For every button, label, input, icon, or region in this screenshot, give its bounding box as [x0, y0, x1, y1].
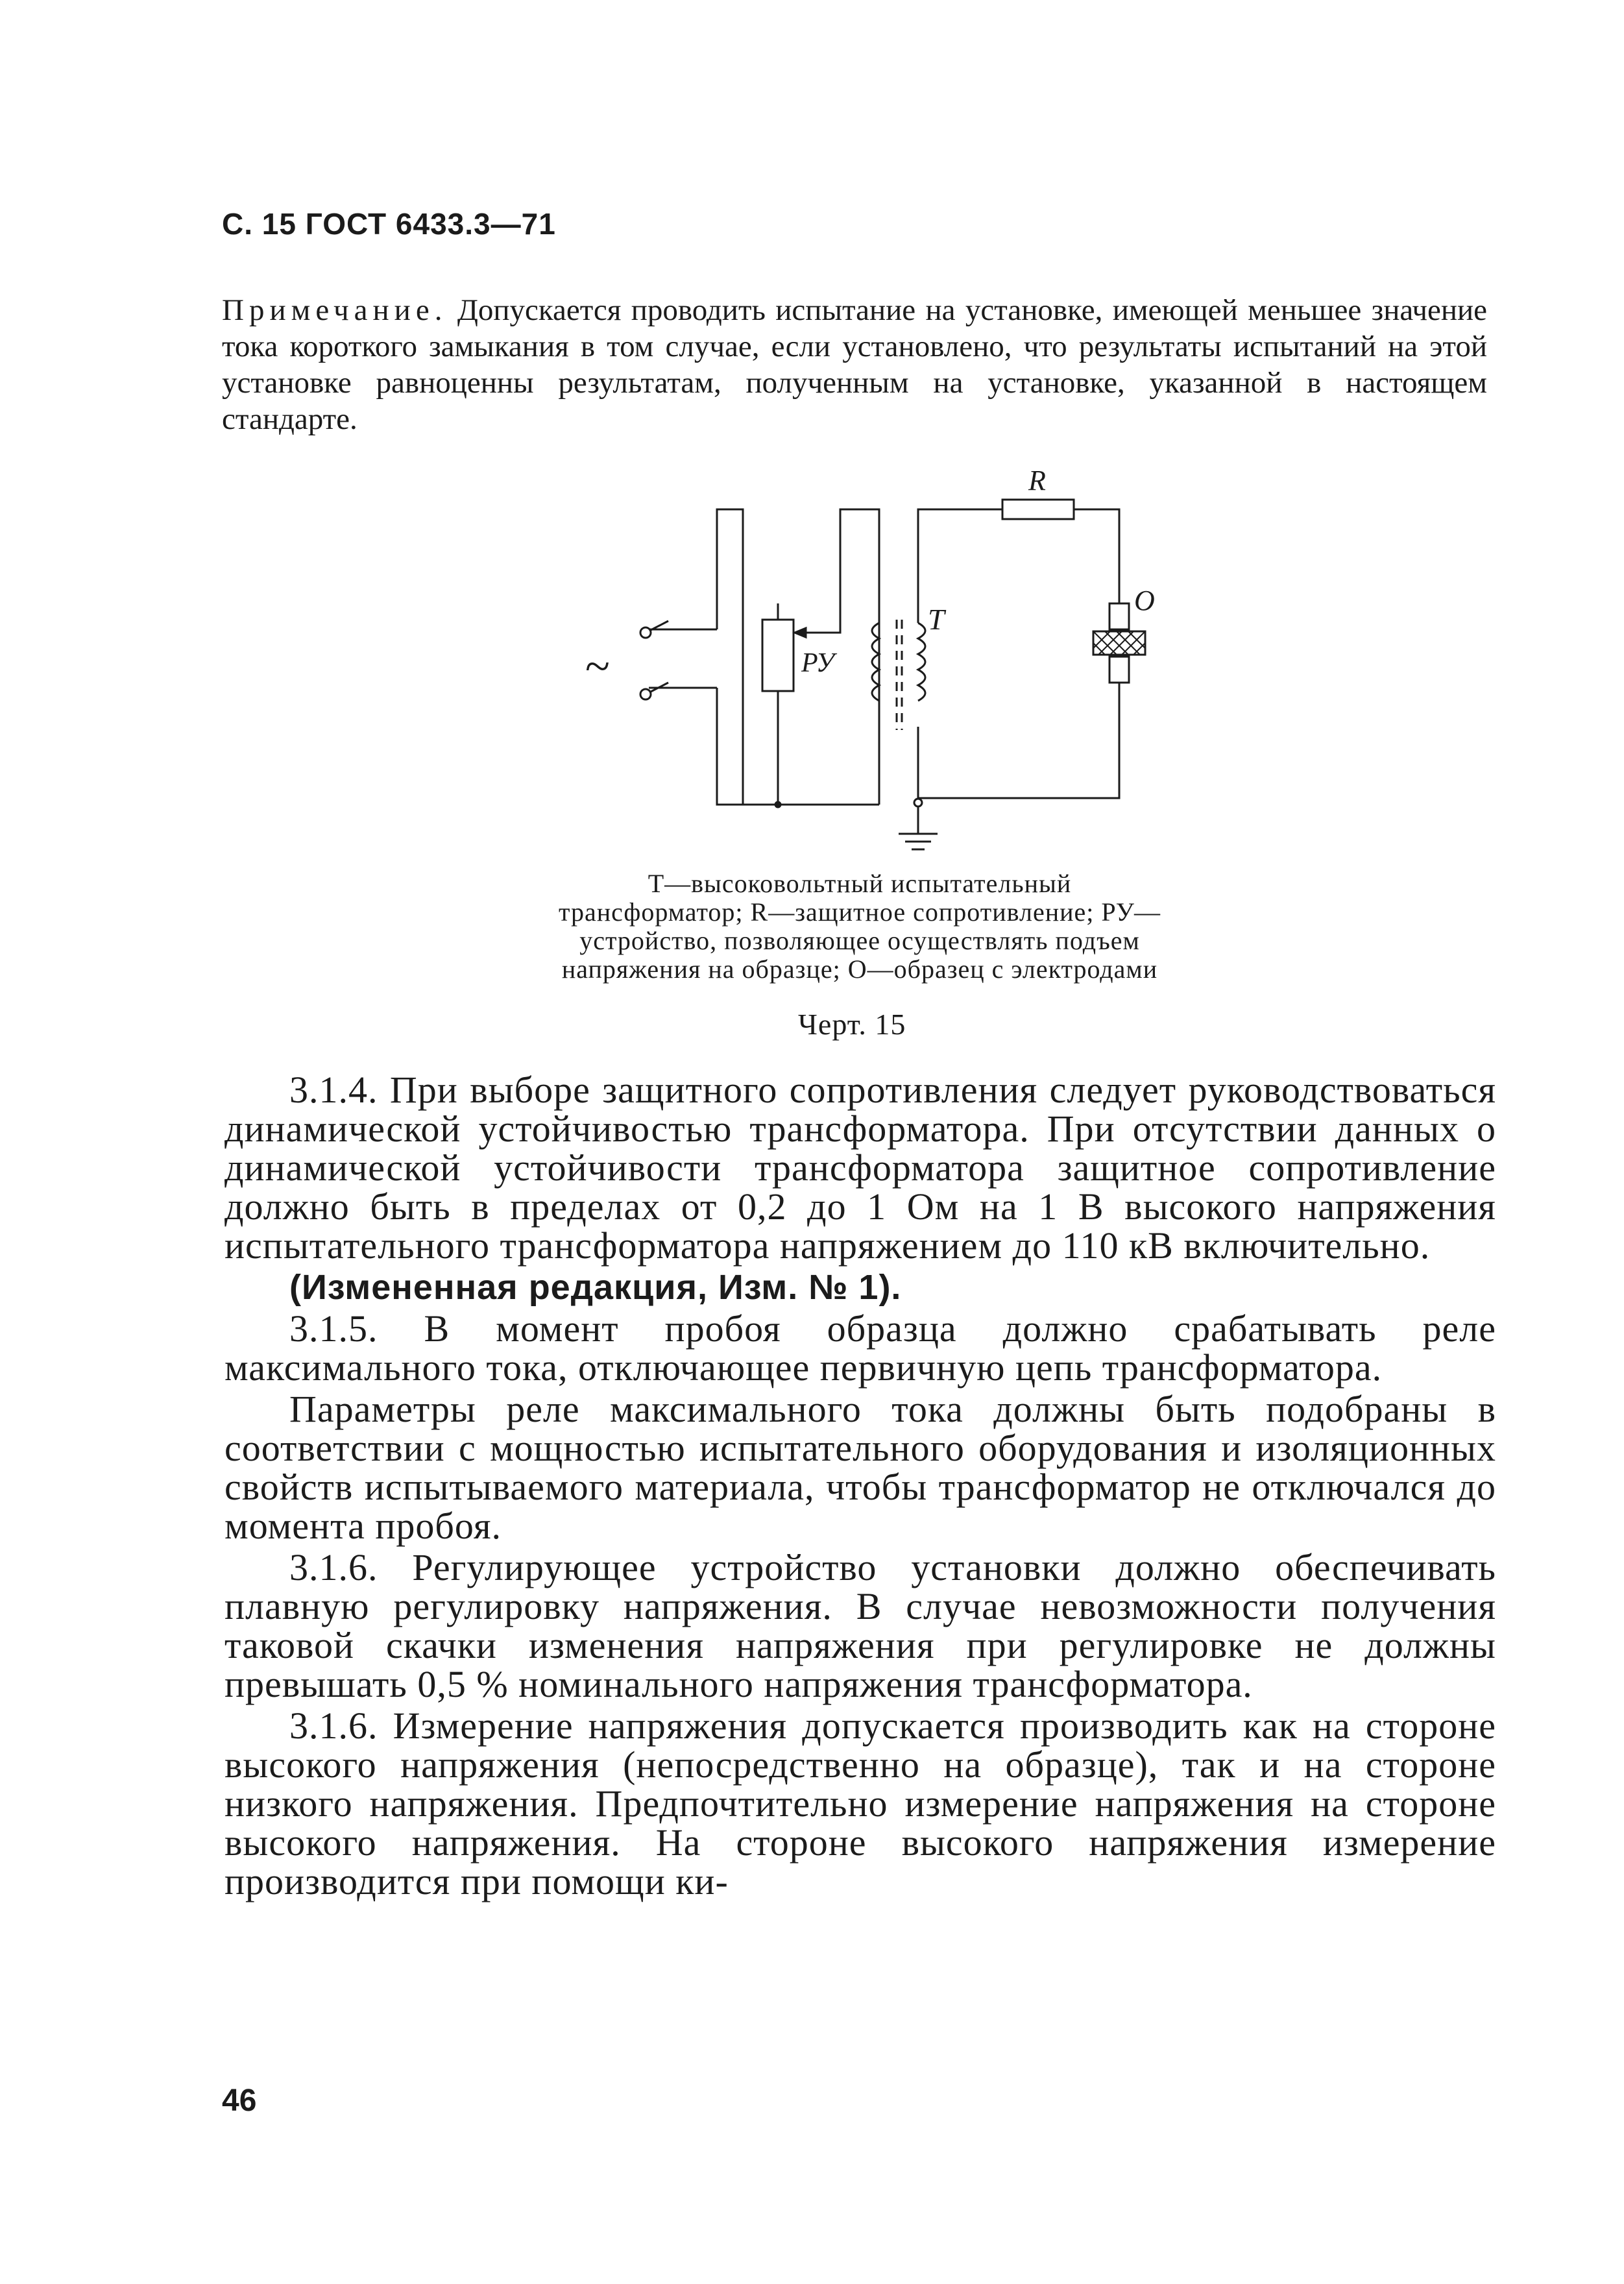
figure-caption: T—высоковольтный испытательный трансформатор; R—защитное сопротивление; РУ—устройство, позволяющее осуществлять подъем напряжения на образце; О—образец с электродами — [559, 869, 1161, 984]
paragraph-3-1-6-regulation: 3.1.6. Регулирующее устройство установки должно обеспечивать плавную регулировку напряжения. В случае невозможности получения таковой скачки изменения напряжения при регулировке не должны превышать 0,5 % номинального напряжения трансформатора. — [224, 1546, 1496, 1705]
sample-electrode-top — [1109, 603, 1129, 629]
t-label: T — [928, 603, 945, 636]
circuit-diagram — [551, 465, 1155, 886]
ac-source-label: ~ — [585, 642, 610, 692]
paragraph-3-1-5: 3.1.5. В момент пробоя образца должно срабатывать реле максимального тока, отключающее первичную цепь трансформатора. — [224, 1307, 1496, 1389]
note-text: Допускается проводить испытание на установке, имеющей меньшее значение тока короткого замыкания в том случае, если установлено, что результаты испытаний на этой установке равноценны результатам, полученным на установке, указанной в настоящем стандарте. — [222, 293, 1488, 436]
page-header: С. 15 ГОСТ 6433.3—71 — [222, 207, 556, 241]
r-label: R — [1028, 465, 1046, 496]
ru-label: РУ — [801, 648, 834, 678]
regulator-wiper-arrow — [795, 628, 806, 637]
note — [222, 292, 1487, 437]
note-label: Примечание. — [222, 293, 448, 327]
o-label: O — [1134, 585, 1155, 616]
body-text — [224, 1071, 1496, 1904]
terminal-bottom — [640, 689, 651, 699]
paragraph-relay-params: Параметры реле максимального тока должны быть подобраны в соответствии с мощностью испытательного оборудования и изоляционных свойств испытываемого материала, чтобы трансформатор не отключался до момента пробоя. — [224, 1388, 1496, 1547]
resistor-r — [1002, 500, 1074, 519]
paragraph-3-1-6-measurement: 3.1.6. Измерение напряжения допускается производить как на стороне высокого напряжения (непосредственно на образце), так и на стороне низкого напряжения. Предпочтительно измерение напряжения на стороне высокого напряжения. На стороне высокого напряжения измерение производится при помощи ки- — [224, 1705, 1496, 1902]
regulator-ru — [762, 620, 794, 691]
paragraph-3-1-4: 3.1.4. При выборе защитного сопротивления следует руководствоваться динамической устойчивостью трансформатора. При отсутствии данных о динамической устойчивости трансформатора защитное сопротивление должно быть в пределах от 0,2 до 1 Ом на 1 В высокого напряжения испытательного трансформатора напряжением до 110 кВ включительно. — [224, 1069, 1496, 1267]
sample-electrode-bottom — [1109, 657, 1129, 683]
page-number: 46 — [222, 2084, 257, 2118]
figure-title: Черт. 15 — [798, 1008, 906, 1041]
amendment-note: (Измененная редакция, Изм. № 1). — [289, 1268, 902, 1307]
